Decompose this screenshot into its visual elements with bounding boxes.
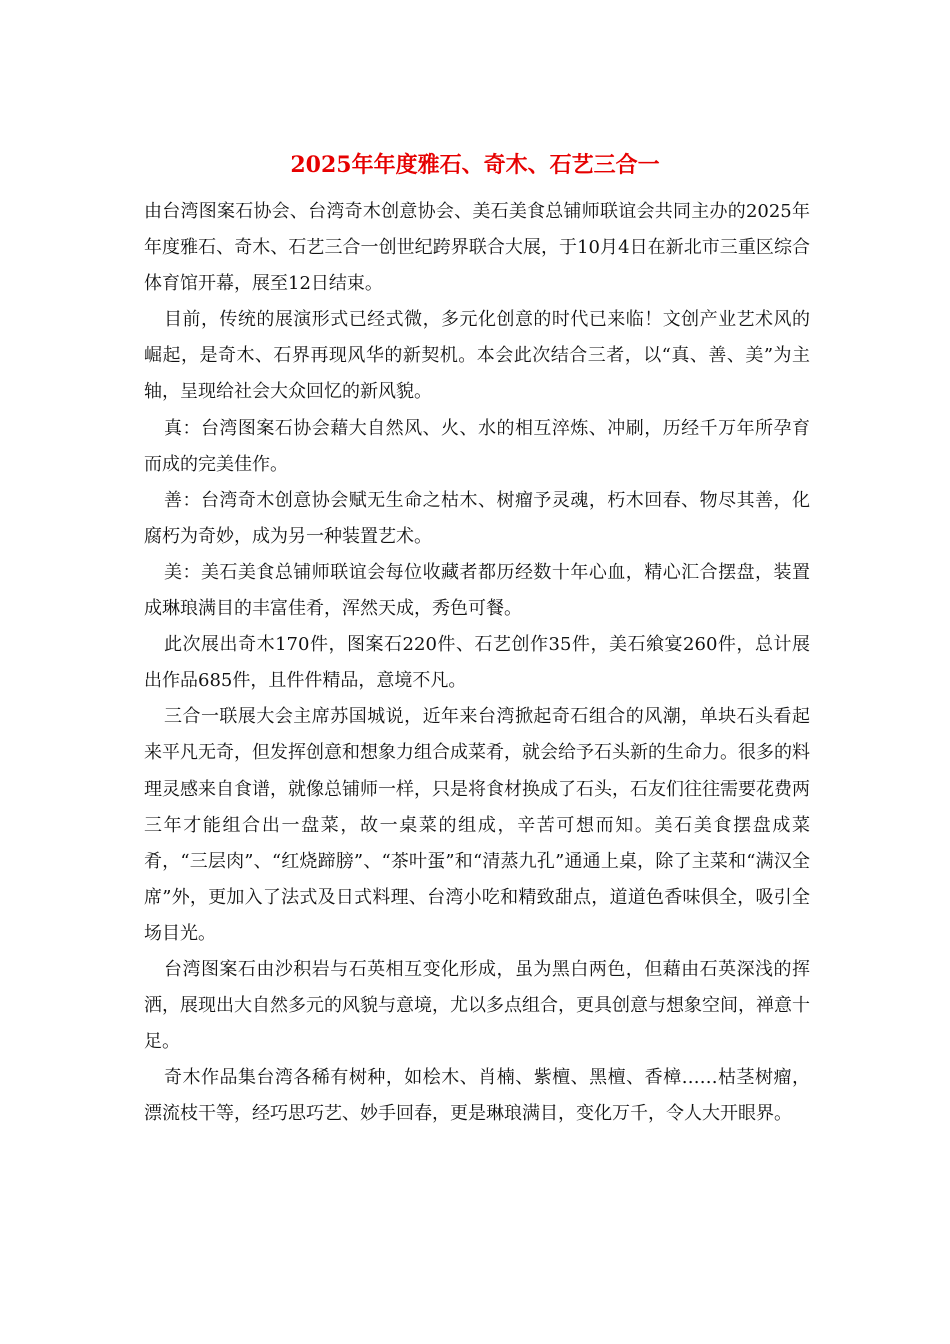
article-body: [144, 194, 810, 1132]
document-title: 2025年年度雅石、奇木、石艺三合一: [290, 152, 660, 178]
paragraph-driftwood: 奇木作品集台湾各稀有树种，如桧木、肖楠、紫檀、黑檀、香樟……枯茎树瘤，漂流枝干等，经巧思巧艺、妙手回春，更是琳琅满目，变化万千，令人大开眼界。: [144, 1067, 810, 1125]
paragraph-chairman-quote: 三合一联展大会主席苏国城说，近年来台湾掀起奇石组合的风潮，单块石头看起来平凡无奇，但发挥创意和想象力组合成菜肴，就会给予石头新的生命力。很多的料理灵感来自食谱，就像总铺师一样，只是将食材换成了石头，石友们往往需要花费两三年才能组合出一盘菜，故一桌菜的组成，辛苦可想而知。美石美食摆盘成菜肴，“三层肉”、“红烧蹄膀”、“茶叶蛋”和“清蒸九孔”通通上桌，除了主菜和“满汉全席”外，更加入了法式及日式料理、台湾小吃和精致甜点，道道色香味俱全，吸引全场目光。: [144, 706, 810, 944]
paragraph-truth: 真：台湾图案石协会藉大自然风、火、水的相互淬炼、冲刷，历经千万年所孕育而成的完美佳作。: [144, 417, 810, 475]
paragraph-goodness: 善：台湾奇木创意协会赋无生命之枯木、树瘤予灵魂，朽木回春、物尽其善，化腐朽为奇妙，成为另一种装置艺术。: [144, 489, 810, 547]
paragraph-pattern-stone: 台湾图案石由沙积岩与石英相互变化形成，虽为黑白两色，但藉由石英深浅的挥洒，展现出大自然多元的风貌与意境，尤以多点组合，更具创意与想象空间，禅意十足。: [144, 958, 810, 1053]
paragraph-background: 目前，传统的展演形式已经式微，多元化创意的时代已来临！文创产业艺术风的崛起，是奇木、石界再现风华的新契机。本会此次结合三者，以“真、善、美”为主轴，呈现给社会大众回忆的新风貌。: [144, 309, 810, 403]
paragraph-exhibit-count: 此次展出奇木170件，图案石220件、石艺创作35件，美石飨宴260件，总计展出作品685件，且件件精品，意境不凡。: [144, 634, 810, 692]
paragraph-intro: 由台湾图案石协会、台湾奇木创意协会、美石美食总铺师联谊会共同主办的2025年年度雅石、奇木、石艺三合一创世纪跨界联合大展，于10月4日在新北市三重区综合体育馆开幕，展至12日结束。: [144, 201, 810, 295]
paragraph-beauty: 美：美石美食总铺师联谊会每位收藏者都历经数十年心血，精心汇合摆盘，装置成琳琅满目的丰富佳肴，浑然天成，秀色可餐。: [144, 561, 810, 620]
